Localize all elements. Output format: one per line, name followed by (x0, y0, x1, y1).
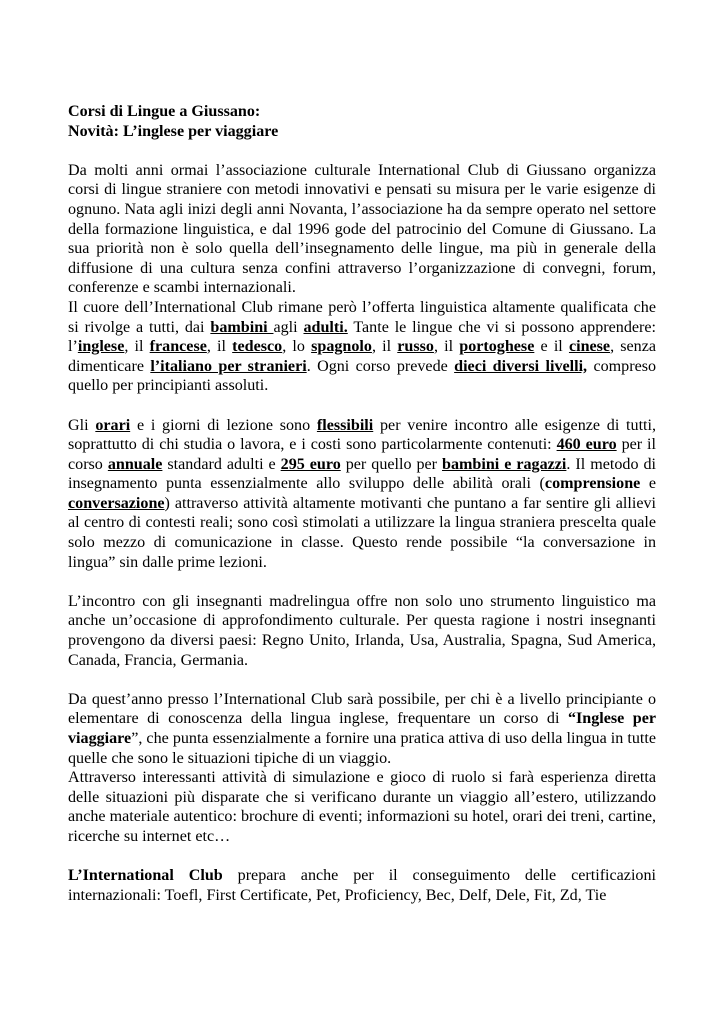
paragraph-corso-viaggiare (68, 690, 656, 768)
text-run: Il cuore dell’International Club rimane però l’offerta linguistica altamente qualificata che si rivolge a tutti, dai (68, 298, 656, 336)
text-run: ) attraverso attività altamente motivanti che puntano a far sentire gli allievi al centro di contesti reali; sono così stimolati a utilizzare la lingua straniera prescelta quale solo mezzo di comunicazione in classe. Questo rende possibile “la conversazione in lingua” sin dalle prime lezioni. (68, 494, 656, 571)
text-run: , senza dimenticare (68, 338, 657, 375)
keyword-portoghese: portoghese (459, 338, 535, 356)
paragraph-insegnanti: L’incontro con gli insegnanti madrelingua offre non solo uno strumento linguistico ma anche un’occasione di approfondimento culturale. Per questa ragione i nostri insegnanti provengono da diversi paesi: Regno Unito, Irlanda, Usa, Australia, Spagna, Sud America, Canada, Francia, Germania. (68, 592, 656, 669)
keyword-russo: russo (397, 338, 434, 356)
text-run: Da quest’anno presso l’International Club sarà possibile, per chi è a livello principiante o elementare di conoscenza della lingua inglese, frequentare un corso di (68, 690, 656, 728)
keyword-annuale: annuale (107, 455, 163, 473)
text-run: per il corso (68, 436, 656, 473)
keyword-spagnolo: spagnolo (311, 338, 372, 356)
text-run: standard adulti e (162, 455, 281, 473)
text-run: Gli (68, 416, 96, 434)
text-run: . Ogni corso prevede (306, 357, 455, 375)
keyword-inglese: inglese (77, 338, 125, 356)
text-run: , il (206, 338, 233, 356)
paragraph-attivita: Attraverso interessanti attività di simulazione e gioco di ruolo si farà esperienza diretta delle situazioni più disparate che si verificano durante un viaggio all’estero, utilizzando anche materiale autentico: brochure di eventi; informazioni su hotel, orari dei treni, cartine, ricerche su internet etc… (68, 769, 656, 845)
paragraph-offerta (68, 298, 656, 396)
course-name: “Inglese per viaggiare (68, 710, 656, 747)
text-run: , lo (282, 338, 312, 356)
text-run: , il (124, 338, 150, 356)
text-run: e il (534, 338, 569, 356)
text-run: . Il metodo di insegnamento punta essenzialmente allo sviluppo delle abilità orali ( (68, 455, 656, 493)
price-295: 295 euro (280, 455, 341, 473)
text-run: compreso quello per principianti assoluti. (68, 357, 657, 395)
text-run: agli (273, 318, 304, 336)
keyword-flessibili: flessibili (316, 416, 374, 434)
keyword-orari: orari (95, 416, 131, 434)
keyword-tedesco: tedesco (232, 338, 283, 356)
document-page (68, 102, 656, 905)
keyword-cinese: cinese (568, 338, 611, 356)
text-run: , il (433, 338, 460, 356)
heading-line-1: Corsi di Lingue a Giussano: (68, 103, 261, 120)
paragraph-orari (68, 416, 656, 573)
keyword-italiano: l’italiano per stranieri (150, 357, 307, 375)
price-460: 460 euro (556, 436, 617, 454)
text-run: , il (371, 338, 398, 356)
keyword-adulti: adulti. (303, 318, 348, 336)
heading-line-2: Novità: L’inglese per viaggiare (68, 122, 279, 140)
keyword-bambini-ragazzi: bambini e ragazzi (442, 455, 567, 473)
keyword-conversazione: conversazione (68, 494, 165, 512)
keyword-bambini: bambini (210, 318, 274, 336)
text-run: e (640, 475, 656, 493)
org-name: L’International Club (68, 867, 223, 885)
text-run: per venire incontro alle esigenze di tutti, soprattutto di chi studia o lavora, e i costi sono particolarmente contenuti: (68, 416, 657, 454)
text-run: per quello per (340, 455, 443, 473)
text-run: ”, che punta essenzialmente a fornire una pratica attiva di uso della lingua in tutte quelle che sono le situazioni tipiche di un viaggio. (68, 730, 656, 767)
text-run: Tante le lingue che vi si possono apprendere: l’ (68, 318, 656, 356)
paragraph-certificazioni (68, 866, 656, 905)
text-run: prepara anche per il conseguimento delle certificazioni internazionali: Toefl, First Certificate, Pet, Proficiency, Bec, Delf, Dele, Fit, Zd, Tie (68, 867, 656, 904)
keyword-francese: francese (149, 338, 207, 356)
keyword-livelli: dieci diversi livelli, (454, 357, 588, 375)
keyword-comprensione: comprensione (544, 475, 641, 493)
text-run: e i giorni di lezione sono (130, 416, 317, 434)
paragraph-intro: Da molti anni ormai l’associazione culturale International Club di Giussano organizza corsi di lingue straniere con metodi innovativi e pensati su misura per le varie esigenze di ognuno. Nata agli inizi degli anni Novanta, l’associazione ha da sempre operato nel settore della formazione linguistica, e dal 1996 gode del patrocinio del Comune di Giussano. La sua priorità non è solo quella dell’insegnamento delle lingue, ma più in generale della diffusione di una cultura senza confini attraverso l’organizzazione di convegni, forum, conferenze e scambi internazionali. (68, 161, 656, 297)
